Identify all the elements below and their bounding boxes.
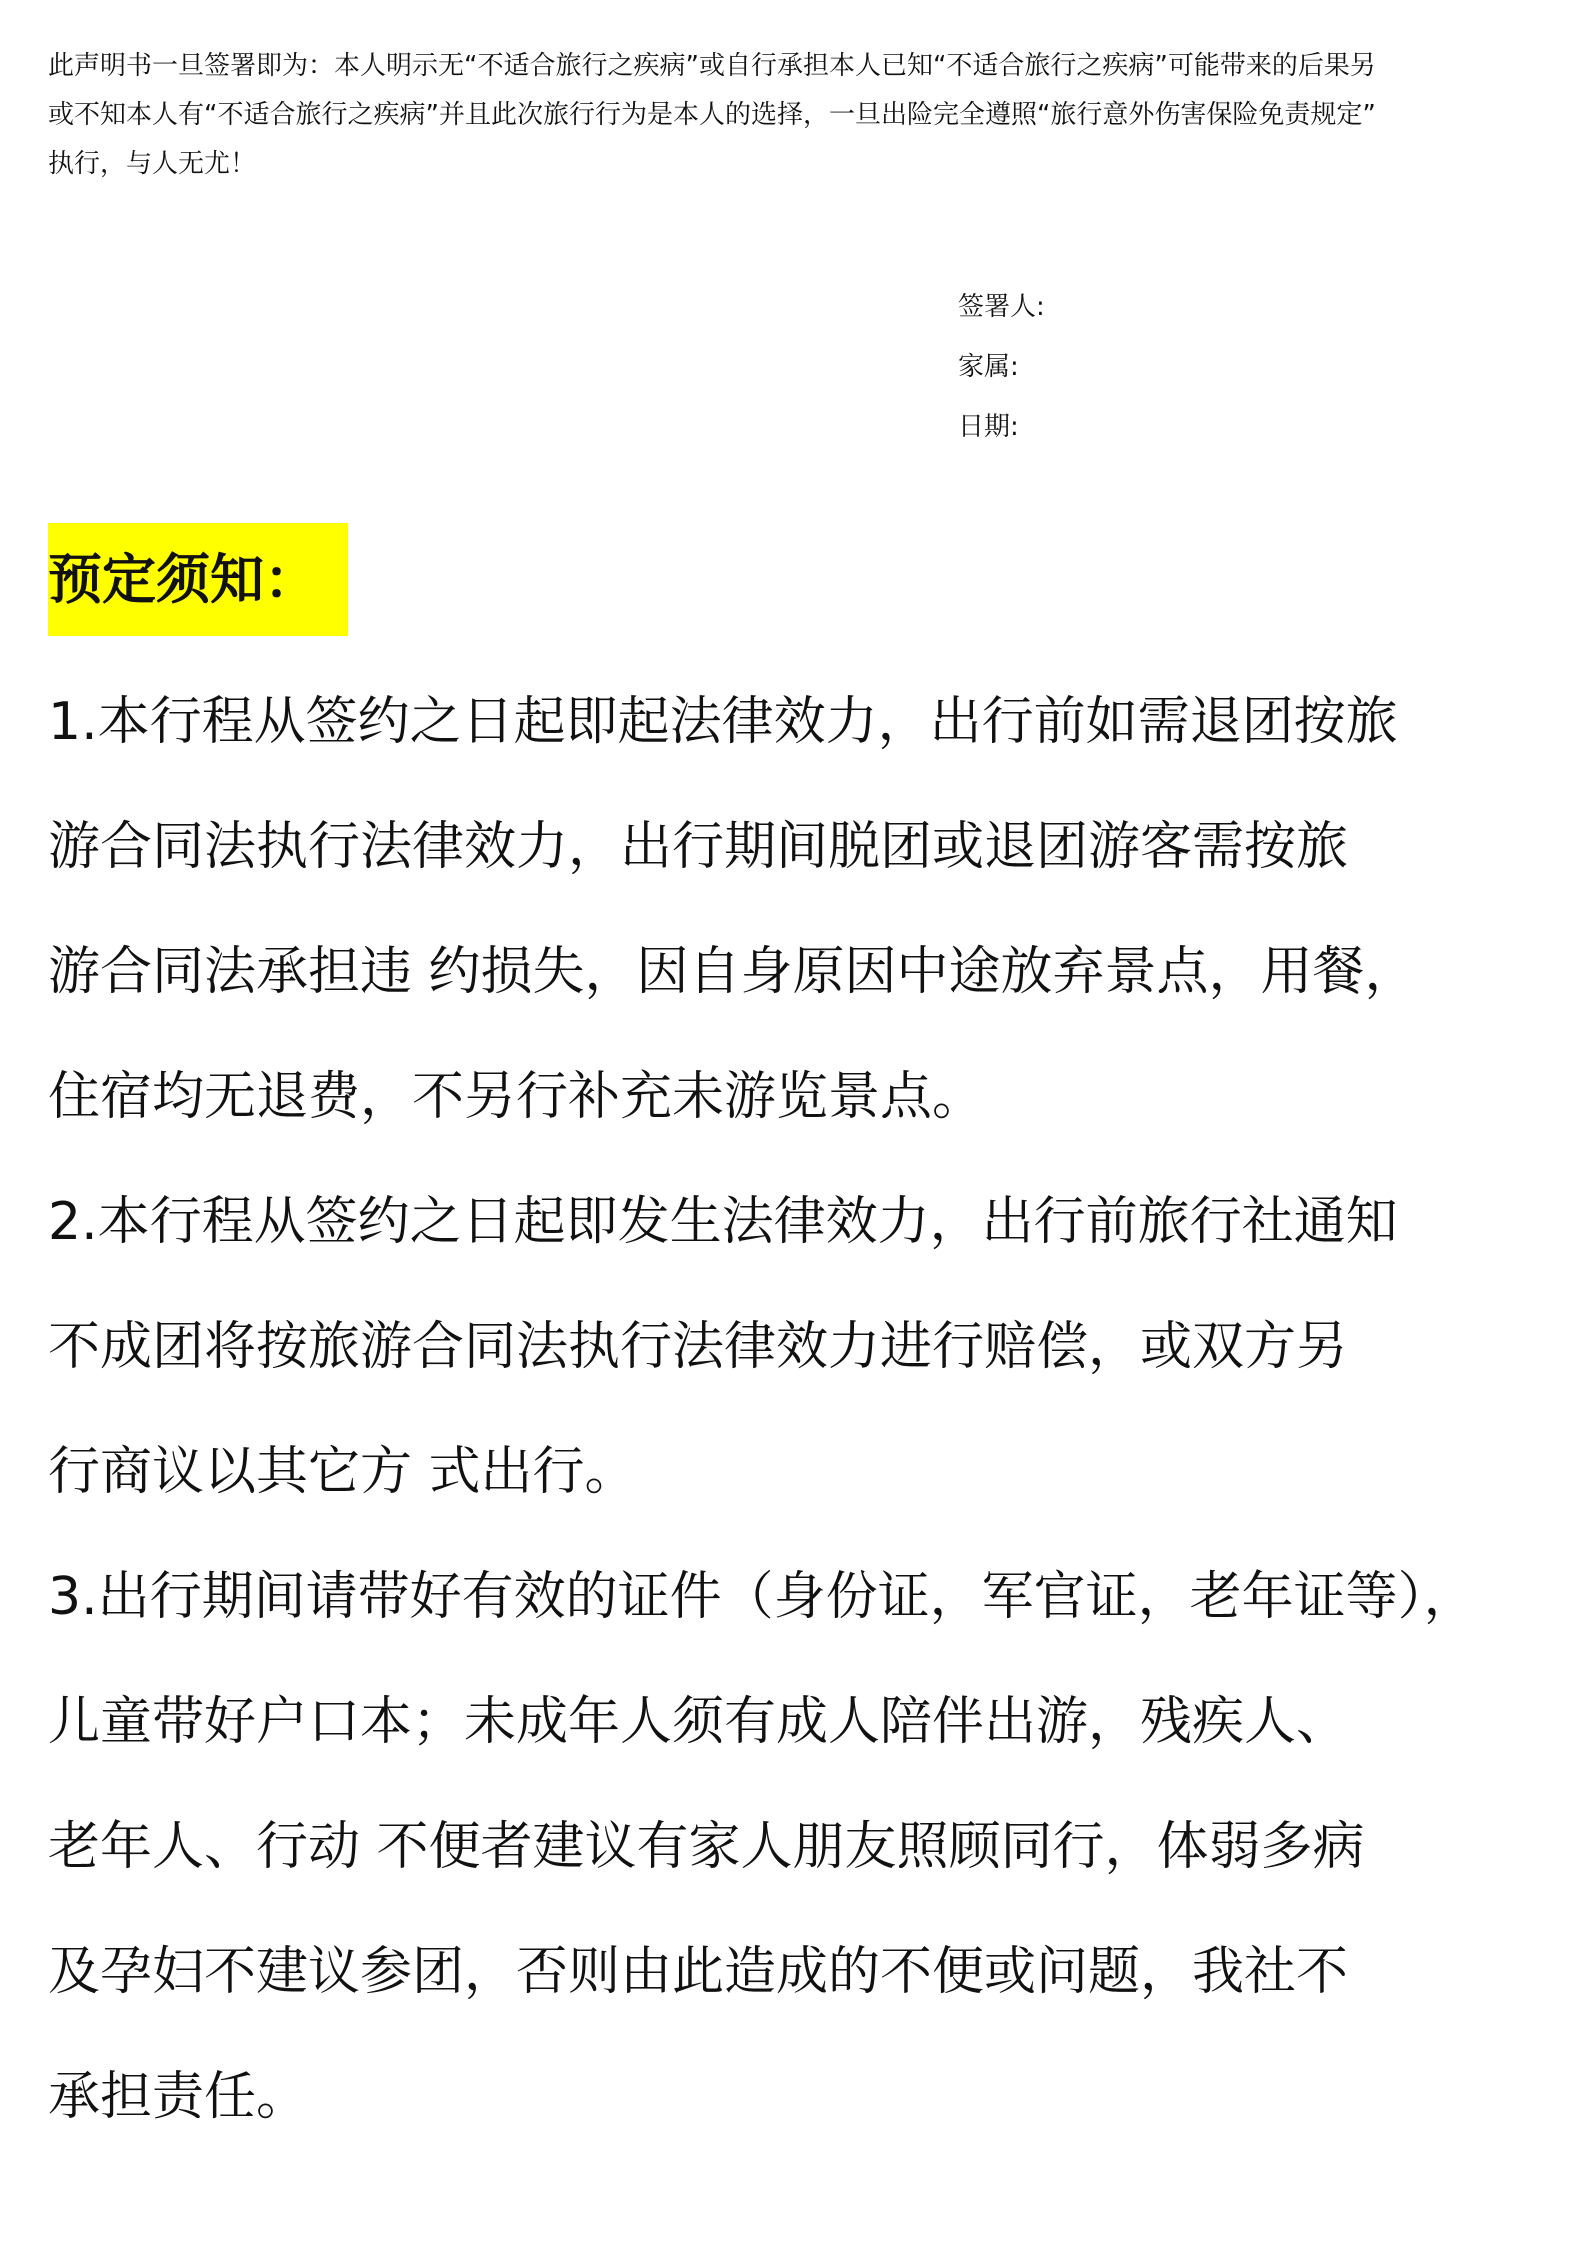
notice-line: 儿童带好户口本；未成年人须有成人陪伴出游，残疾人、 <box>48 1692 1349 1752</box>
notice-line: 承担责任。 <box>48 2067 309 2127</box>
notice-line: 不成团将按旅游合同法执行法律效力进行赔偿，或双方另 <box>48 1317 1349 1377</box>
notice-line: 游合同法执行法律效力，出行期间脱团或退团游客需按旅 <box>48 817 1349 877</box>
declaration-line-2: 或不知本人有“不适合旅行之疾病”并且此次旅行行为是本人的选择，一旦出险完全遵照“旅行意外伤害保险免责规定” <box>48 100 1376 130</box>
notice-line: 及孕妇不建议参团，否则由此造成的不便或问题，我社不 <box>48 1942 1349 2002</box>
notice-line: 游合同法承担违 约损失，因自身原因中途放弃景点，用餐， <box>48 942 1417 1002</box>
date-label: 日期: <box>958 412 1019 442</box>
declaration-paragraph <box>48 42 1538 189</box>
notice-line: 行商议以其它方 式出行。 <box>48 1442 637 1502</box>
family-label: 家属: <box>958 352 1019 382</box>
signer-label: 签署人: <box>958 292 1045 322</box>
signature-block <box>958 277 1258 457</box>
notice-heading: 预定须知： <box>48 523 348 636</box>
declaration-line-3: 执行，与人无尤！ <box>48 149 257 179</box>
notice-line: 3.出行期间请带好有效的证件（身份证，军官证，老年证等）， <box>48 1567 1476 1627</box>
declaration-line-1: 此声明书一旦签署即为：本人明示无“不适合旅行之疾病”或自行承担本人已知“不适合旅行之疾病”可能带来的后果另 <box>48 51 1376 81</box>
notice-line: 老年人、行动 不便者建议有家人朋友照顾同行，体弱多病 <box>48 1817 1365 1877</box>
notice-line: 住宿均无退费，不另行补充未游览景点。 <box>48 1067 985 1127</box>
notice-line: 1.本行程从签约之日起即起法律效力，出行前如需退团按旅 <box>48 692 1398 752</box>
notice-line: 2.本行程从签约之日起即发生法律效力，出行前旅行社通知 <box>48 1192 1398 1252</box>
notice-body <box>48 660 1548 2160</box>
